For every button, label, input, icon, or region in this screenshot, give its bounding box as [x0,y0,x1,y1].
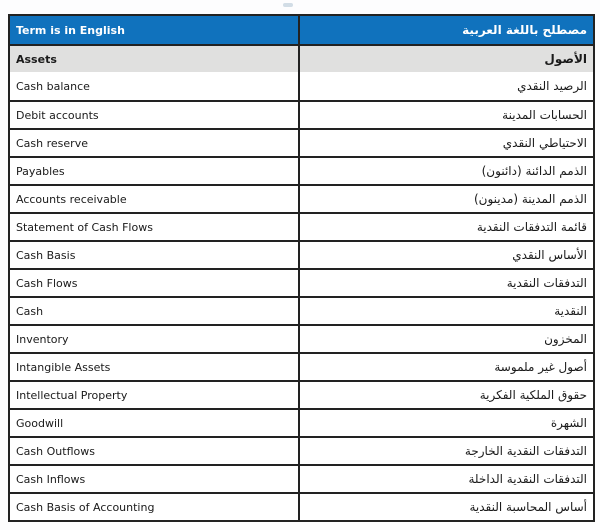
term-en: Intellectual Property [10,382,300,408]
term-ar: التدفقات النقدية [506,276,587,290]
term-en: Inventory [10,326,300,352]
term-ar: الذمم المدينة (مدينون) [473,192,587,206]
table-header-row [10,16,593,44]
term-ar: النقدية [554,304,587,318]
term-ar: التدفقات النقدية الخارجة [464,444,587,458]
table-row [10,296,593,324]
term-ar: الشهرة [550,416,587,430]
table-row [10,72,593,100]
stray-mark [283,3,293,7]
term-ar: أصول غير ملموسة [494,360,587,374]
term-en: Intangible Assets [10,354,300,380]
term-en: Cash Outflows [10,438,300,464]
table-row [10,436,593,464]
term-ar: أساس المحاسبة النقدية [469,500,587,514]
section-label-ar: الأصول [544,52,587,66]
terms-table [8,14,595,522]
header-cell-english: Term is in English [10,16,300,44]
term-en: Cash Basis [10,242,300,268]
term-ar: قائمة التدفقات النقدية [476,220,587,234]
table-row [10,492,593,520]
term-ar: الحسابات المدينة [502,108,587,122]
table-row [10,464,593,492]
table-row [10,408,593,436]
term-ar: المخزون [544,332,587,346]
term-ar: التدفقات النقدية الداخلة [468,472,587,486]
term-en: Goodwill [10,410,300,436]
term-en: Accounts receivable [10,186,300,212]
section-label-en: Assets [10,46,300,72]
term-en: Payables [10,158,300,184]
term-en: Cash Flows [10,270,300,296]
table-row [10,380,593,408]
table-row [10,156,593,184]
table-row [10,212,593,240]
table-row [10,352,593,380]
term-en: Cash Inflows [10,466,300,492]
term-en: Cash [10,298,300,324]
section-row-assets [10,44,593,72]
table-row [10,100,593,128]
table-row [10,240,593,268]
term-en: Cash reserve [10,130,300,156]
term-en: Statement of Cash Flows [10,214,300,240]
table-row [10,184,593,212]
term-ar: الأساس النقدي [512,248,587,262]
table-row [10,324,593,352]
term-ar: حقوق الملكية الفكرية [479,388,587,402]
term-ar: الاحتياطي النقدي [502,136,587,150]
term-en: Cash Basis of Accounting [10,494,300,520]
table-body [10,72,593,520]
table-row [10,128,593,156]
term-ar: الذمم الدائنة (دائنون) [481,164,587,178]
term-en: Debit accounts [10,102,300,128]
term-ar: الرصيد النقدي [517,79,587,93]
table-row [10,268,593,296]
header-cell-arabic: مصطلح باللغة العربية [462,23,587,37]
term-en: Cash balance [10,72,300,100]
